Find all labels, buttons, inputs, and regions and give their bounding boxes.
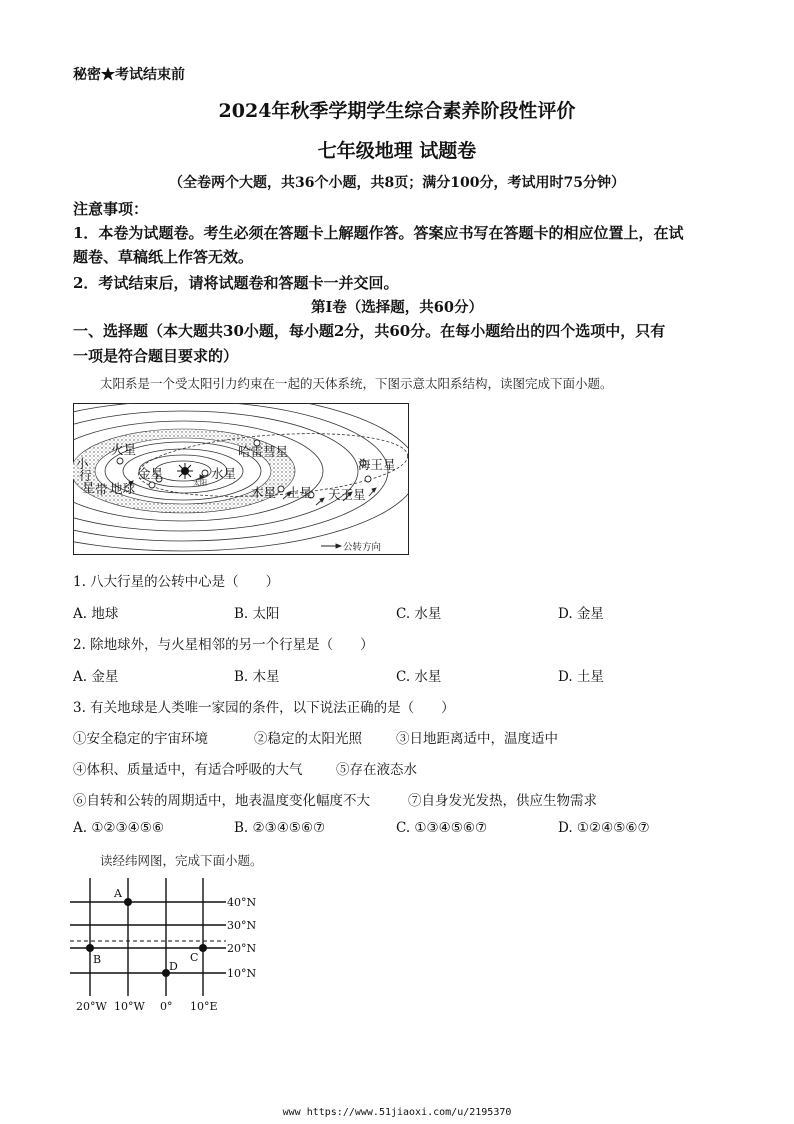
section-intro-line-1: 一、选择题（本大题共30小题，每小题2分，共60分。在每小题给出的四个选项中，只有: [73, 322, 666, 340]
exam-title: 2024年秋季学期学生综合素养阶段性评价: [218, 100, 576, 122]
q3-condition-1: ①安全稳定的宇宙环境: [73, 731, 208, 747]
notice-item-1-line-2: 题卷、草稿纸上作答无效。: [73, 248, 254, 266]
q3-condition-7: ⑦自身发光发热，供应生物需求: [408, 793, 597, 809]
q2-stem: 2. 除地球外，与火星相邻的另一个行星是（ ）: [73, 637, 374, 653]
section-title: 第Ⅰ卷（选择题，共60分）: [311, 299, 483, 316]
solar-lead: 太阳系是一个受太阳引力约束在一起的天体系统，下图示意太阳系结构，读图完成下面小题。: [100, 376, 613, 391]
latlon-grid-diagram: [66, 878, 256, 1020]
label-asteroid-2: 行: [79, 468, 92, 483]
section-intro-line-2: 一项是符合题目要求的）: [73, 347, 239, 365]
q1-option-d[interactable]: D. 金星: [558, 606, 604, 622]
point-c-label: C: [190, 951, 199, 964]
label-jupiter: 木星: [251, 485, 277, 500]
label-mercury: 水星: [211, 466, 237, 481]
label-asteroid-4: 带: [95, 482, 108, 497]
notice-item-2: 2．考试结束后，请将试题卷和答题卡一并交回。: [73, 274, 399, 292]
label-neptune: 海王星: [358, 457, 396, 472]
q2-option-c[interactable]: C. 水星: [396, 669, 442, 685]
lat-10n: 10°N: [227, 967, 256, 980]
label-sun: 太阳: [193, 479, 207, 487]
label-earth: 地球: [110, 481, 136, 496]
exam-info: （全卷两个大题，共36个小题，共8页；满分100分，考试用时75分钟）: [169, 175, 625, 191]
q1-option-a[interactable]: A. 地球: [73, 606, 119, 622]
lon-0: 0°: [160, 1000, 173, 1013]
q3-option-d[interactable]: D. ①②④⑤⑥⑦: [558, 820, 650, 836]
label-direction: 公转方向: [343, 542, 382, 553]
lat-30n: 30°N: [227, 919, 256, 932]
point-d-label: D: [169, 960, 178, 973]
q1-option-c[interactable]: C. 水星: [396, 606, 442, 622]
label-venus: 金星: [138, 466, 164, 481]
solar-system-diagram: [73, 403, 409, 555]
point-c: [199, 944, 207, 952]
label-asteroid-1: 小: [76, 456, 89, 471]
lon-10e: 10°E: [190, 1000, 218, 1013]
notice-item-1-line-1: 1．本卷为试题卷。考生必须在答题卡上解题作答。答案应书写在答题卡的相应位置上，在试: [73, 224, 684, 242]
footer-url[interactable]: www https://www.51jiaoxi.com/u/2195370: [282, 1107, 512, 1118]
q3-condition-2: ②稳定的太阳光照: [254, 731, 362, 747]
point-b: [86, 944, 94, 952]
q1-stem: 1. 八大行星的公转中心是（ ）: [73, 574, 280, 590]
point-a: [124, 898, 132, 906]
lat-20n: 20°N: [227, 942, 256, 955]
label-saturn: 土星: [287, 485, 313, 500]
q3-option-b[interactable]: B. ②③④⑤⑥⑦: [234, 820, 326, 836]
q3-condition-6: ⑥自转和公转的周期适中，地表温度变化幅度不大: [73, 793, 370, 809]
lon-10w: 10°W: [114, 1000, 145, 1013]
q3-condition-4: ④体积、质量适中，有适合呼吸的大气: [73, 762, 303, 778]
q3-condition-3: ③日地距离适中，温度适中: [396, 731, 558, 747]
q3-condition-5: ⑤存在液态水: [336, 762, 417, 778]
q3-option-a[interactable]: A. ①②③④⑤⑥: [73, 820, 164, 836]
label-mars: 火星: [111, 442, 137, 457]
q2-option-a[interactable]: A. 金星: [73, 669, 119, 685]
point-b-label: B: [93, 953, 102, 966]
secret-mark: 秘密★考试结束前: [73, 67, 185, 83]
grid-lead: 读经纬网图，完成下面小题。: [100, 853, 263, 868]
q2-option-b[interactable]: B. 木星: [234, 669, 280, 685]
exam-subtitle: 七年级地理 试题卷: [317, 140, 477, 162]
lat-40n: 40°N: [227, 896, 256, 909]
point-a-label: A: [114, 887, 122, 900]
q1-option-b[interactable]: B. 太阳: [234, 606, 280, 622]
q3-option-c[interactable]: C. ①③④⑤⑥⑦: [396, 820, 488, 836]
q3-stem: 3. 有关地球是人类唯一家园的条件，以下说法正确的是（ ）: [73, 700, 455, 716]
notice-heading: 注意事项：: [73, 200, 149, 218]
q2-option-d[interactable]: D. 土星: [558, 669, 604, 685]
label-uranus: 天王星: [328, 487, 366, 502]
lon-20w: 20°W: [76, 1000, 107, 1013]
label-asteroid-3: 星: [82, 480, 95, 495]
label-comet: 哈雷彗星: [238, 444, 289, 459]
